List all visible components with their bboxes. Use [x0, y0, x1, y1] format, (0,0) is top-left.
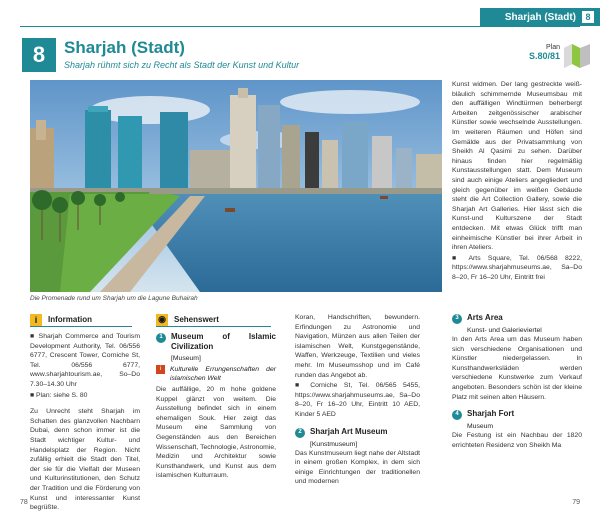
plan-reference — [529, 44, 560, 61]
plan-page-ref: S.80/81 — [528, 51, 560, 61]
mid-intro: Koran, Handschriften, bewundern. Erfindungen zu Astronomie und Navigation, Münzen aus allen Teilen der islamischen Welt, Kunstgegenstände, Waffen, Werkzeuge, Textilien und vieles mehr. Im Museumsshop und im Café runden das Angebot ab. — [295, 314, 420, 379]
sight-number-badge: 3 — [452, 314, 462, 324]
mid-address: ■ Corniche St, Tel. 06/565 5455, https://www.sharjahmuseums.ae, Sa–Do 8–20, Fr 16–20 Uhr, Eintritt 10 AED, Kinder 5 AED — [295, 382, 420, 418]
sight-type: [Kunstmuseum] — [310, 440, 358, 448]
right-address: ■ Arts Square, Tel. 06/568 8222, https://www.sharjahmuseums.ae, Sa–Do 8–20, Fr 16–20 Uhr, Eintritt frei — [452, 254, 582, 281]
chapter-tab-number: 8 — [582, 11, 594, 23]
sights-heading — [156, 313, 271, 327]
info-entry: ■ Plan: siehe S. 80 — [30, 391, 88, 399]
page-number-left: 78 — [20, 499, 28, 506]
chapter-subtitle: Sharjah rühmt sich zu Recht als Stadt der Kunst und Kultur — [64, 60, 300, 70]
sights-heading-label: Sehenswert — [174, 315, 219, 324]
chapter-number-badge: 8 — [22, 38, 56, 72]
header-rule — [20, 26, 580, 27]
chapter-title: Sharjah (Stadt) — [64, 38, 185, 57]
info-icon: i — [30, 314, 42, 326]
sight-number-badge: 1 — [156, 333, 166, 343]
right-paragraph: Kunst widmen. Der lang gestreckte weiß-bläulich schimmernde Museumsbau mit den auffälligen Windtürmen beherbergt Arbeiten zeitgenössischer arabischer Künstler sowie wechselnde Ausstellungen. Im weiteren Räumen und Höfen sind Gemälde aus der Privatsammlung von Sheikh Al Qasimi zu sehen. Darüber hinaus finden hier regelmäßig Kunstausstellungen statt. Dem Museum sind auch einige Ateliers angegliedert und gleich gegenüber im weißen Gebäude steht die Art Collection Gallery, sowie die Sharjah Art Galleries. Hier lässt sich die Kunst-und Kulturszene der Stadt entdecken. Mit etwas Glück trifft man einheimische Künstler bei ihrer Arbeit in ihren Ateliers. — [452, 81, 582, 252]
eye-icon: ◉ — [156, 314, 168, 326]
tip-row — [156, 365, 276, 383]
sight-body: Die Festung ist ein Nachbau der 1820 errichteten Residenz von Sheikh Ma — [452, 432, 582, 449]
chapter-tab — [480, 8, 600, 26]
photo-caption: Die Promenade rund um Sharjah um die Lagune Buhairah — [30, 295, 198, 302]
sight-type: [Museum] — [171, 355, 201, 362]
sight-number-badge: 4 — [452, 410, 462, 420]
sight-art-museum — [295, 427, 420, 438]
photo-skyline-lagoon — [30, 80, 442, 292]
sight-name: Sharjah Fort — [467, 409, 515, 419]
chapter-tab-label: Sharjah (Stadt) — [504, 11, 576, 23]
folded-map-icon — [562, 40, 592, 70]
info-heading-label: Information — [48, 315, 92, 324]
sight-body: In den Arts Area um das Museum haben sich verschiedene Organisationen und Künstler niedergelassen. In Kunsthandwerksläden werden verschiedene Kunstwerke zum Verkauf angeboten. Besonders schön ist der kleine Platz mit seinen alten Häusern. — [452, 336, 582, 401]
info-entry: ■ Sharjah Commerce and Tourism Development Authority, Tel. 06/556 6777, Crescent Tower, Corniche St, Tel. 06/556 6777, www.sharjahtourism.ae, So–Do 7.30–14.30 Uhr — [30, 333, 140, 388]
info-body: Zu Unrecht steht Sharjah im Schatten des glanzvollen Nachbarn Dubai, denn schon immer ist die Stadt wichtiger Kultur- und Handelsplatz der Region. Nicht zufällig erhielt die Stadt den Titel, der sie für die Vielfalt der Museen und Kulturinstitutionen, den Schutz der Tradition und die Förderung von Kunst und interessanter Kunst begrüßte. — [30, 408, 140, 512]
sight-type: Museum — [467, 423, 494, 431]
sights-column — [156, 332, 276, 482]
sight-name: Museum of Islamic Civilization — [171, 332, 276, 351]
sight-number-badge: 2 — [295, 428, 305, 438]
sight-name: Arts Area — [467, 313, 503, 322]
tip-icon: i — [156, 365, 165, 374]
sight-body: Das Kunstmuseum liegt nahe der Altstadt in einem großen Komplex, in dem sich einige Einrichtungen der traditionellen und modernen — [295, 449, 420, 486]
far-column — [452, 313, 582, 451]
page-number-right: 79 — [572, 499, 580, 506]
right-column-text — [452, 80, 582, 283]
info-column — [30, 332, 140, 512]
sight-arts-area — [452, 313, 582, 324]
plan-label: Plan — [545, 44, 560, 51]
sight-type: Kunst- und Galerieviertel — [467, 327, 542, 334]
middle-column — [295, 313, 420, 488]
sight-name: Sharjah Art Museum — [310, 426, 388, 436]
sight-body: Die auffällige, 20 m hohe goldene Kuppel glänzt von weitem. Die Ausstellung befindet sich in einem ehemaligen Souk. Hier zeigt das Museum eine Sammlung von Gegenständen aus den Bereichen Wissenschaft, Technologie, Astronomie, Medizin und Architektur sowie Kunsthandwerk, und Kunst aus dem islamischen Kulturraum. — [156, 386, 277, 480]
info-heading — [30, 313, 132, 327]
sight-fort — [452, 409, 582, 420]
sight-museum-islamic — [156, 332, 276, 352]
tip-text: Kulturelle Errungenschaften der islamischen Welt — [170, 366, 276, 382]
